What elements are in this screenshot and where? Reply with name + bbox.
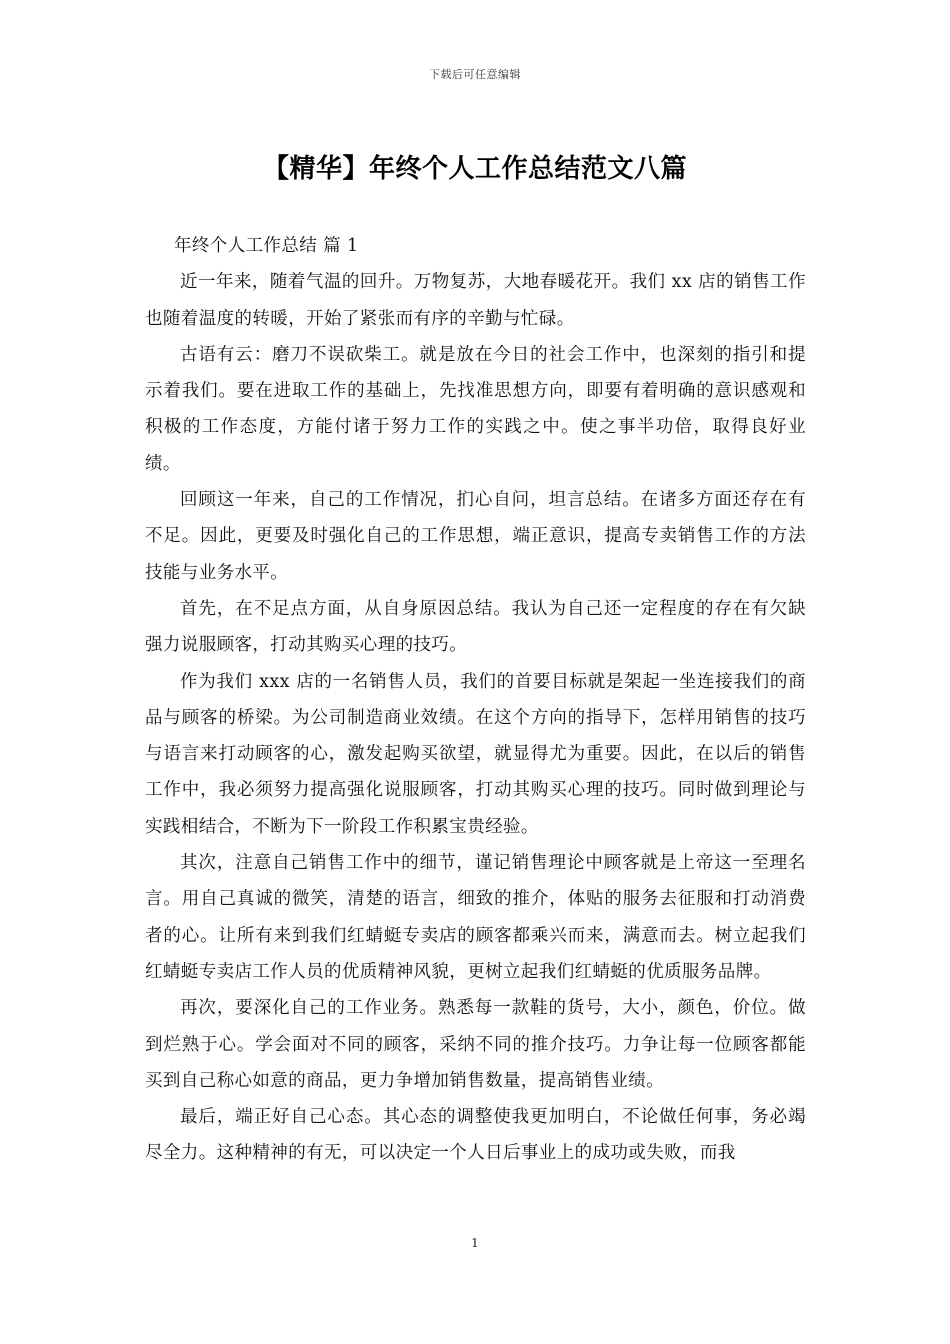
page-number: 1 xyxy=(471,1236,479,1250)
paragraph-8: 最后，端正好自己心态。其心态的调整使我更加明白，不论做任何事，务必竭尽全力。这种精神的有无，可以决定一个人日后事业上的成功或失败，而我 xyxy=(145,1107,806,1164)
document-title: 【精华】年终个人工作总结范文八篇 xyxy=(262,154,687,184)
paragraph-2: 古语有云：磨刀不误砍柴工。就是放在今日的社会工作中，也深刻的指引和提示着我们。要在进取工作的基础上，先找准思想方向，即要有着明确的意识感观和积极的工作态度，方能付诸于努力工作的实践之中。使之事半功倍，取得良好业绩。 xyxy=(145,344,806,474)
paragraph-4: 首先，在不足点方面，从自身原因总结。我认为自己还一定程度的存在有欠缺强力说服顾客，打动其购买心理的技巧。 xyxy=(145,598,806,656)
paragraph-3: 回顾这一年来，自己的工作情况，扪心自问，坦言总结。在诸多方面还存在有不足。因此，更要及时强化自己的工作思想，端正意识，提高专卖销售工作的方法技能与业务水平。 xyxy=(145,490,806,583)
document-body xyxy=(145,228,806,1172)
paragraph-7: 再次，要深化自己的工作业务。熟悉每一款鞋的货号，大小，颜色，价位。做到烂熟于心。学会面对不同的顾客，采纳不同的推介技巧。力争让每一位顾客都能买到自己称心如意的商品，更力争增加销售数量，提高销售业绩。 xyxy=(145,998,806,1091)
paragraph-6: 其次，注意自己销售工作中的细节，谨记销售理论中顾客就是上帝这一至理名言。用自己真诚的微笑，清楚的语言，细致的推介，体贴的服务去征服和打动消费者的心。让所有来到我们红蜻蜓专卖店的顾客都乘兴而来，满意而去。树立起我们红蜻蜓专卖店工作人员的优质精神风貌，更树立起我们红蜻蜓的优质服务品牌。 xyxy=(145,853,806,982)
paragraph-5: 作为我们 xxx 店的一名销售人员，我们的首要目标就是架起一坐连接我们的商品与顾客的桥梁。为公司制造商业效绩。在这个方向的指导下，怎样用销售的技巧与语言来打动顾客的心，激发起购买欲望，就显得尤为重要。因此，在以后的销售工作中，我必须努力提高强化说服顾客，打动其购买心理的技巧。同时做到理论与实践相结合，不断为下一阶段工作积累宝贵经验。 xyxy=(145,671,806,837)
header-note: 下载后可任意编辑 xyxy=(429,68,521,81)
paragraph-1: 近一年来，随着气温的回升。万物复苏，大地春暖花开。我们 xx 店的销售工作也随着温度的转暖，开始了紧张而有序的辛勤与忙碌。 xyxy=(145,272,806,329)
section-heading: 年终个人工作总结 篇 1 xyxy=(174,236,359,256)
